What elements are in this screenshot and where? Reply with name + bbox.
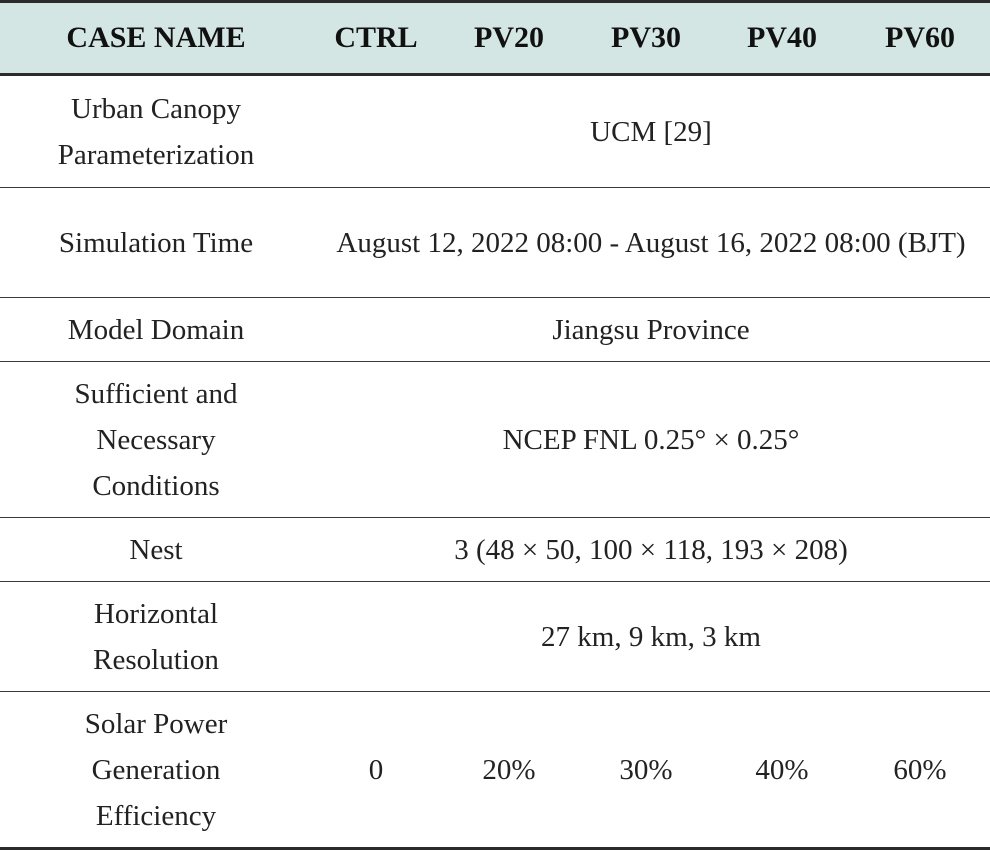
efficiency-value-ctrl: 0 (312, 692, 440, 849)
row-label: Solar Power Generation Efficiency (0, 692, 312, 849)
table-row (0, 582, 990, 692)
case-header-ctrl: CTRL (312, 2, 440, 75)
efficiency-value-pv40: 40% (714, 692, 850, 849)
row-value: 3 (48 × 50, 100 × 118, 193 × 208) (312, 518, 990, 582)
row-label: Simulation Time (0, 188, 312, 298)
row-value: Jiangsu Province (312, 298, 990, 362)
case-header-pv40: PV40 (714, 2, 850, 75)
table-row (0, 692, 990, 849)
case-header-pv60: PV60 (850, 2, 990, 75)
case-name-header: CASE NAME (0, 2, 312, 75)
header-row (0, 2, 990, 75)
row-label: Sufficient and Necessary Conditions (0, 362, 312, 518)
table-row (0, 298, 990, 362)
case-header-pv30: PV30 (578, 2, 714, 75)
table-row (0, 188, 990, 298)
row-value: 27 km, 9 km, 3 km (312, 582, 990, 692)
case-header-pv20: PV20 (440, 2, 578, 75)
efficiency-value-pv60: 60% (850, 692, 990, 849)
table-row (0, 75, 990, 188)
row-value: UCM [29] (312, 75, 990, 188)
row-label: Horizontal Resolution (0, 582, 312, 692)
row-label: Model Domain (0, 298, 312, 362)
table-row (0, 362, 990, 518)
efficiency-value-pv30: 30% (578, 692, 714, 849)
row-value: NCEP FNL 0.25° × 0.25° (312, 362, 990, 518)
table-row (0, 518, 990, 582)
efficiency-value-pv20: 20% (440, 692, 578, 849)
row-label: Urban Canopy Parameterization (0, 75, 312, 188)
row-label: Nest (0, 518, 312, 582)
row-value: August 12, 2022 08:00 - August 16, 2022 08:00 (BJT) (312, 188, 990, 298)
